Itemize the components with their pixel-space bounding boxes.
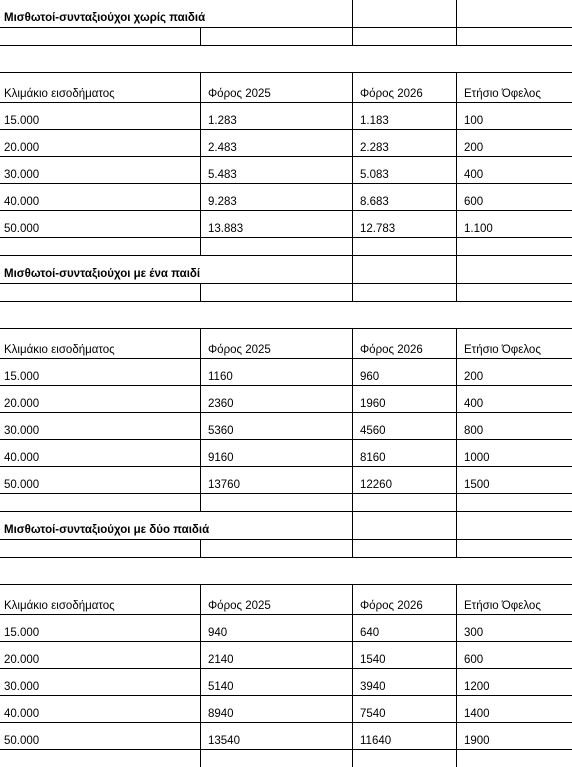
grid-line xyxy=(200,584,201,767)
table-cell: 13760 xyxy=(208,479,240,491)
table-title: Μισθωτοί-συνταξιούχοι με ένα παιδί xyxy=(4,268,201,280)
grid-line xyxy=(352,256,353,301)
grid-line xyxy=(0,412,572,413)
table-cell: 2360 xyxy=(208,398,234,410)
grid-line xyxy=(0,584,572,585)
table-cell: 15.000 xyxy=(4,371,40,383)
grid-line xyxy=(0,358,572,359)
table-cell: 2140 xyxy=(208,654,234,666)
table-cell: 400 xyxy=(464,398,484,410)
grid-line xyxy=(456,328,457,511)
grid-line xyxy=(0,102,572,103)
grid-line xyxy=(0,237,572,238)
table-cell: 11640 xyxy=(360,735,392,747)
grid-line xyxy=(0,749,572,750)
table-cell: 12260 xyxy=(360,479,392,491)
grid-line xyxy=(0,27,572,28)
table-cell: 5.483 xyxy=(208,169,237,181)
grid-line xyxy=(0,466,572,467)
table-cell: 1.183 xyxy=(360,115,389,127)
table-cell: 20.000 xyxy=(4,654,40,666)
table-cell: 12.783 xyxy=(360,223,396,235)
grid-line xyxy=(200,328,201,511)
table-cell: 100 xyxy=(464,115,484,127)
table-cell: 4560 xyxy=(360,425,386,437)
grid-line xyxy=(0,557,572,558)
grid-line xyxy=(352,0,353,45)
grid-line xyxy=(0,210,572,211)
table-cell: 1400 xyxy=(464,708,490,720)
column-header: Φόρος 2026 xyxy=(360,88,423,100)
table-cell: 5360 xyxy=(208,425,234,437)
table-cell: 1500 xyxy=(464,479,490,491)
table-cell: 1.100 xyxy=(464,223,493,235)
table-cell: 50.000 xyxy=(4,479,40,491)
table-cell: 2.483 xyxy=(208,142,237,154)
grid-line xyxy=(0,668,572,669)
table-cell: 50.000 xyxy=(4,223,40,235)
table-cell: 640 xyxy=(360,627,380,639)
grid-line xyxy=(352,584,353,767)
table-title: Μισθωτοί-συνταξιούχοι με δύο παιδιά xyxy=(4,524,210,536)
grid-line xyxy=(0,183,572,184)
grid-line xyxy=(0,511,572,512)
table-cell: 400 xyxy=(464,169,484,181)
table-cell: 9.283 xyxy=(208,196,237,208)
table-cell: 13.883 xyxy=(208,223,244,235)
table-cell: 13540 xyxy=(208,735,240,747)
grid-line xyxy=(0,493,572,494)
grid-line xyxy=(0,614,572,615)
grid-line xyxy=(0,695,572,696)
grid-line xyxy=(0,385,572,386)
grid-line xyxy=(0,45,572,46)
table-cell: 30.000 xyxy=(4,425,40,437)
grid-line xyxy=(200,539,201,557)
table-cell: 1000 xyxy=(464,452,490,464)
column-header: Κλιμάκιο εισοδήματος xyxy=(4,600,115,612)
column-header: Φόρος 2025 xyxy=(208,344,271,356)
table-cell: 1900 xyxy=(464,735,490,747)
column-header: Ετήσιο Όφελος xyxy=(464,344,541,356)
table-cell: 960 xyxy=(360,371,380,383)
column-header: Ετήσιο Όφελος xyxy=(464,88,541,100)
table-cell: 1540 xyxy=(360,654,386,666)
table-cell: 600 xyxy=(464,196,484,208)
table-cell: 1160 xyxy=(208,371,233,383)
table-cell: 1.283 xyxy=(208,115,237,127)
table-cell: 2.283 xyxy=(360,142,389,154)
table-cell: 7540 xyxy=(360,708,386,720)
table-title: Μισθωτοί-συνταξιούχοι χωρίς παιδιά xyxy=(4,12,206,24)
column-header: Φόρος 2025 xyxy=(208,88,271,100)
table-cell: 940 xyxy=(208,627,228,639)
table-cell: 8940 xyxy=(208,708,234,720)
column-header: Κλιμάκιο εισοδήματος xyxy=(4,344,115,356)
table-cell: 8160 xyxy=(360,452,386,464)
grid-line xyxy=(0,129,572,130)
grid-line xyxy=(456,256,457,301)
table-cell: 20.000 xyxy=(4,142,40,154)
grid-line xyxy=(200,27,201,45)
grid-line xyxy=(456,512,457,557)
grid-line xyxy=(0,156,572,157)
column-header: Φόρος 2026 xyxy=(360,344,423,356)
table-cell: 40.000 xyxy=(4,452,40,464)
table-cell: 9160 xyxy=(208,452,234,464)
grid-line xyxy=(456,0,457,45)
table-cell: 1960 xyxy=(360,398,386,410)
grid-line xyxy=(352,72,353,255)
table-cell: 30.000 xyxy=(4,681,40,693)
table-cell: 200 xyxy=(464,371,484,383)
table-cell: 800 xyxy=(464,425,484,437)
table-cell: 200 xyxy=(464,142,484,154)
column-header: Φόρος 2025 xyxy=(208,600,271,612)
column-header: Ετήσιο Όφελος xyxy=(464,600,541,612)
table-cell: 1200 xyxy=(464,681,490,693)
grid-line xyxy=(456,584,457,767)
table-cell: 15.000 xyxy=(4,115,40,127)
table-cell: 5140 xyxy=(208,681,234,693)
grid-line xyxy=(0,722,572,723)
grid-line xyxy=(0,255,572,256)
grid-line xyxy=(0,439,572,440)
grid-line xyxy=(352,512,353,557)
table-cell: 20.000 xyxy=(4,398,40,410)
grid-line xyxy=(0,328,572,329)
grid-line xyxy=(200,72,201,255)
table-cell: 30.000 xyxy=(4,169,40,181)
table-cell: 15.000 xyxy=(4,627,40,639)
table-cell: 5.083 xyxy=(360,169,389,181)
grid-line xyxy=(0,539,572,540)
table-cell: 40.000 xyxy=(4,196,40,208)
grid-line xyxy=(456,72,457,255)
column-header: Κλιμάκιο εισοδήματος xyxy=(4,88,115,100)
grid-line xyxy=(0,72,572,73)
grid-line xyxy=(352,328,353,511)
table-cell: 300 xyxy=(464,627,484,639)
grid-line xyxy=(0,283,572,284)
grid-line xyxy=(0,641,572,642)
table-cell: 40.000 xyxy=(4,708,40,720)
table-cell: 3940 xyxy=(360,681,386,693)
table-cell: 8.683 xyxy=(360,196,389,208)
table-cell: 50.000 xyxy=(4,735,40,747)
column-header: Φόρος 2026 xyxy=(360,600,423,612)
table-cell: 600 xyxy=(464,654,484,666)
grid-line xyxy=(200,283,201,301)
grid-line xyxy=(0,301,572,302)
